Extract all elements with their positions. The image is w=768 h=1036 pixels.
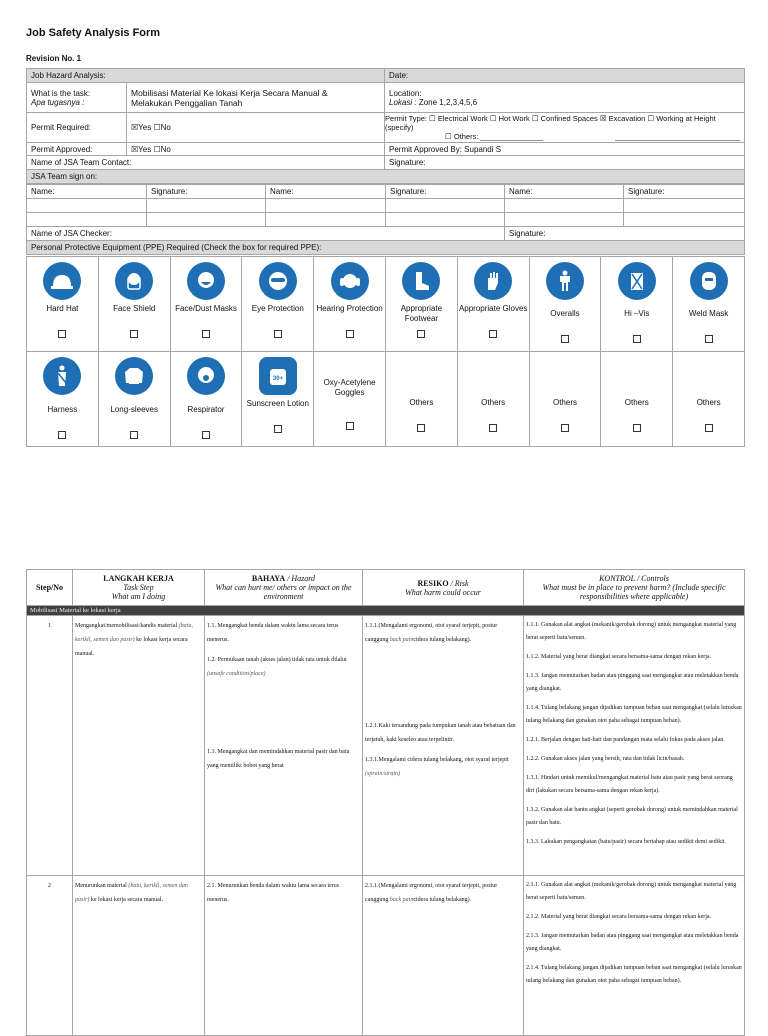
sign-signature-2[interactable]: Signature: [386, 185, 505, 199]
task-label: What is the task: Apa tugasnya : [27, 83, 127, 113]
jsa-header-form [26, 68, 745, 184]
ppe-others-2: Others [457, 352, 529, 447]
step-number: 1 [27, 616, 73, 876]
ppe-others-4: Others [601, 352, 673, 447]
col-step-no: Step/No [27, 570, 73, 606]
harness-checkbox[interactable] [58, 431, 66, 439]
respirator-checkbox[interactable] [202, 431, 210, 439]
control-text: 2.1.1. Gunakan alat angkat (mekanik/gerobak dorong) untuk mengangkat material yang berat seperti batu/semen. 2.1.2. Material yang berat diangkat secara bersama-sama dengan rekan kerja. 2.1.3. Jangan memutarkan badan atau pinggang saat mengangkat atau meletakkan benda yang diangkat. 2.1.4. Tulang belakang jangan dijadikan tumpuan beban saat mengangkat (selalu luruskan tulang belakang dan gunakan otot paha sebagai tumpuan beban). [524, 876, 745, 1036]
oxy-goggles-checkbox[interactable] [346, 422, 354, 430]
hi-vis-checkbox[interactable] [633, 335, 641, 343]
jsa-steps-table [26, 569, 745, 1036]
form-title: Job Safety Analysis Form [26, 27, 161, 39]
sign-name-3[interactable]: Name: [505, 185, 624, 199]
permit-type-field[interactable]: Permit Type: ☐ Electrical Work ☐ Hot Work ☐ Confined Spaces ☒ Excavation ☐ Working at Height (specify) ☐ Others: _______________ ______________________________ [385, 113, 745, 143]
boot-icon [402, 262, 440, 300]
permit-required-label: Permit Required: [27, 113, 127, 143]
overalls-checkbox[interactable] [561, 335, 569, 343]
col-risk: RESIKO / Risk What harm could occur [363, 570, 524, 606]
table-row [27, 616, 745, 876]
ear-muffs-icon [331, 262, 369, 300]
checker-label[interactable]: Name of JSA Checker: [27, 227, 505, 241]
team-contact-signature[interactable]: Signature: [385, 156, 745, 170]
glove-icon [474, 262, 512, 300]
step-number: 2 [27, 876, 73, 1036]
hazard-text: 1.1. Mengangkat benda dalam waktu lama secara terus menerus. 1.2. Permukaan tanah (akses jalan) tidak rata untuk dilalui (unsafe condition/place) 1.3. Mengangkat dan memindahkan material pasir dan batu yang memiliki bobot yang berat [205, 616, 363, 876]
sign-signature-1[interactable]: Signature: [147, 185, 266, 199]
hazard-text: 2.1. Menurunkan benda dalam waktu lama secara terus menerus. [205, 876, 363, 1036]
ppe-face-shield: Face Shield [98, 257, 170, 352]
col-task-step: LANGKAH KERJA Task Step What am I doing [73, 570, 205, 606]
others-1-checkbox[interactable] [417, 424, 425, 432]
section-header: Mobilisasi Material ke lokasi kerja [27, 606, 745, 616]
others-3-checkbox[interactable] [561, 424, 569, 432]
sign-name-1[interactable]: Name: [27, 185, 147, 199]
eye-protection-checkbox[interactable] [274, 330, 282, 338]
ppe-overalls: Overalls [529, 257, 601, 352]
permit-approved-checkboxes[interactable]: ☒Yes ☐No [127, 143, 385, 156]
ppe-hard-hat: Hard Hat [27, 257, 99, 352]
ppe-hearing: Hearing Protection [314, 257, 386, 352]
ppe-respirator: Respirator [170, 352, 242, 447]
face-shield-icon [115, 262, 153, 300]
team-contact-label[interactable]: Name of JSA Team Contact: [27, 156, 385, 170]
table-row [27, 876, 745, 1036]
footwear-checkbox[interactable] [417, 330, 425, 338]
ppe-dust-mask: Face/Dust Masks [170, 257, 242, 352]
ppe-others-1: Others [385, 352, 457, 447]
sunscreen-bottle-icon [259, 357, 297, 395]
ppe-sunscreen: 30+ Sunscreen Lotion [242, 352, 314, 447]
goggles-icon [259, 262, 297, 300]
ppe-others-5: Others [673, 352, 745, 447]
long-sleeve-shirt-icon [115, 357, 153, 395]
location-field[interactable]: Location: Lokasi : Zone 1,2,3,4,5,6 [385, 83, 745, 113]
weld-mask-icon [690, 262, 728, 300]
overalls-icon [546, 262, 584, 300]
team-sign-table [26, 184, 745, 255]
date-label: Date: [385, 69, 745, 83]
ppe-eye-protection: Eye Protection [242, 257, 314, 352]
ppe-header: Personal Protective Equipment (PPE) Required (Check the box for required PPE): [27, 241, 745, 255]
ppe-hi-vis: Hi –Vis [601, 257, 673, 352]
hi-vis-vest-icon [618, 262, 656, 300]
permit-approved-by[interactable]: Permit Approved By: Supandi S [385, 143, 745, 156]
col-hazard: BAHAYA / Hazard What can hurt me/ others or impact on the environment [205, 570, 363, 606]
col-controls: KONTROL / Controls What must be in place to prevent harm? (Include specific responsibilities where applicable) [524, 570, 745, 606]
weld-mask-checkbox[interactable] [705, 335, 713, 343]
control-text: 1.1.1. Gunakan alat angkat (mekanik/gerobak dorong) untuk mengangkat material yang berat seperti batu/semen. 1.1.2. Material yang berat diangkat secara bersama-sama dengan rekan kerja. 1.1.3. Jangan memutarkan badan atau pinggang saat mengangkat atau meletakkan benda yang diangkat. 1.1.4. Tulang belakang jangan dijadikan tumpuan beban saat mengangkat (selalu luruskan tulang belakang dan gunakan otot paha sebagai tumpuan beban). 1.2.1. Berjalan dengan hati-hati dan pandangan mata selalu fokus pada akses jalan. 1.2.2. Gunakan akses jalan yang bersih, rata dan tidak licin/basah. 1.3.1. Hindari untuk memikul/mengangkat material batu atau pasir yang berat seorang diri (lakukan secara bersama-sama dengan rekan kerja). 1.3.2. Gunakan alat bantu angkat (seperti gerobak dorong) untuk memindahkan material pasir dan batu. 1.3.3. Lakukan pengangkatan (batu/pasir) secara bertahap atau sedikit demi sedikit. [524, 616, 745, 876]
sunscreen-checkbox[interactable] [274, 425, 282, 433]
ppe-long-sleeves: Long-sleeves [98, 352, 170, 447]
revision-number: Revision No. 1 [26, 54, 82, 63]
task-step-text: Mengangkat/memobilisasi/kandis material (batu, kerikil, semen dan pasir) ke lokasi kerja secara manual. [73, 616, 205, 876]
ppe-footwear: Appropriate Footwear [385, 257, 457, 352]
harness-icon [43, 357, 81, 395]
permit-required-checkboxes[interactable]: ☒Yes ☐No [127, 113, 385, 143]
others-2-checkbox[interactable] [489, 424, 497, 432]
sign-name-2[interactable]: Name: [266, 185, 386, 199]
svg-text:30+: 30+ [272, 376, 283, 382]
ppe-others-3: Others [529, 352, 601, 447]
team-sign-on-header: JSA Team sign on: [27, 170, 745, 184]
task-value[interactable]: Mobilisasi Material Ke lokasi Kerja Secara Manual & Melakukan Penggalian Tanah [127, 83, 385, 113]
gloves-checkbox[interactable] [489, 330, 497, 338]
risk-text: 2.1.1.(Mengalami ergonomi, otot syaraf terjepit, postur canggung back paincidera tulang belakang). [363, 876, 524, 1036]
ppe-weld-mask: Weld Mask [673, 257, 745, 352]
permit-approved-label: Permit Approved: [27, 143, 127, 156]
face-shield-checkbox[interactable] [130, 330, 138, 338]
ppe-table [26, 256, 745, 447]
ppe-oxy-goggles: Oxy-Acetylene Goggles [314, 352, 386, 447]
hearing-checkbox[interactable] [346, 330, 354, 338]
long-sleeves-checkbox[interactable] [130, 431, 138, 439]
ppe-gloves: Appropriate Gloves [457, 257, 529, 352]
sign-signature-3[interactable]: Signature: [624, 185, 745, 199]
others-5-checkbox[interactable] [705, 424, 713, 432]
hard-hat-checkbox[interactable] [58, 330, 66, 338]
task-step-text: Menurunkan material (batu, kerikil, semen dan pasir) ke lokasi kerja secara manual. [73, 876, 205, 1036]
checker-signature[interactable]: Signature: [505, 227, 745, 241]
dust-mask-checkbox[interactable] [202, 330, 210, 338]
hard-hat-icon [43, 262, 81, 300]
respirator-icon [187, 357, 225, 395]
others-4-checkbox[interactable] [633, 424, 641, 432]
risk-text: 1.1.1.(Mengalami ergonomi, otot syaraf terjepit, postur canggung back paincidera tulang belakang). 1.2.1.Kaki tersandung pada tumpukan tanah atau bebatuan dan terjatuh, kaki keseleo atau terpelintir. 1.3.1.Mengalami cidera tulang belakang, otot syaraf terjepit (sprain/strain) [363, 616, 524, 876]
dust-mask-icon [187, 262, 225, 300]
hazard-analysis-label: Job Hazard Analysis: [27, 69, 385, 83]
ppe-harness: Harness [27, 352, 99, 447]
